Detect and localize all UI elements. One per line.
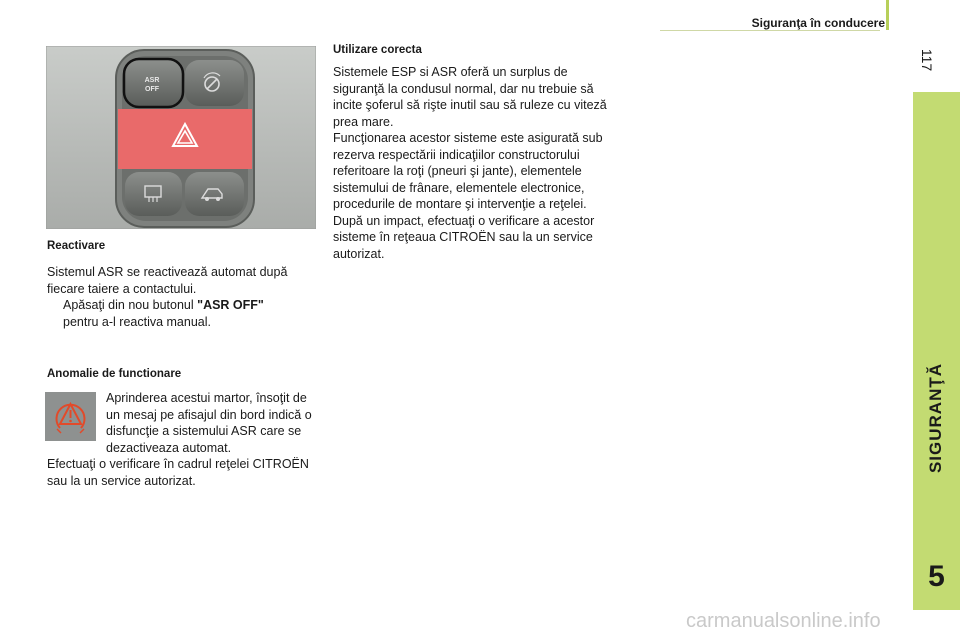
page-header-title: Siguranţa în conducere xyxy=(751,16,885,30)
bullet-text xyxy=(63,297,264,330)
switch-panel-illustration xyxy=(46,46,316,229)
reactivare-heading: Reactivare xyxy=(47,240,106,252)
reactivare-paragraph: Sistemul ASR se reactivează automat după fiecare taiere a contactului. xyxy=(47,265,288,296)
asr-label-line2: OFF xyxy=(145,86,159,93)
hazard-band xyxy=(118,109,252,169)
asr-label-line1: ASR xyxy=(144,77,160,84)
anomalie-indented-text: Aprinderea acestui martor, însoţit de un mesaj pe afisajul din bord indică o disfuncţie a sistemului ASR care se dezactiveaza automat. xyxy=(106,391,312,455)
anomalie-heading: Anomalie de functionare xyxy=(47,368,182,380)
bullet-arrow-icon xyxy=(47,297,63,330)
header-accent-bar xyxy=(886,0,889,30)
utilizare-paragraph-3: După un impact, efectuaţi o verificare a acestor sisteme în reţeaua CITROËN sau la un service autorizat. xyxy=(333,213,595,261)
dashboard-switch-photo xyxy=(46,46,316,229)
utilizare-body xyxy=(333,64,608,262)
service-warning-icon xyxy=(45,392,96,441)
chapter-number: 5 xyxy=(928,560,945,593)
page-number: 117 xyxy=(919,48,935,72)
section-label: SIGURANŢĂ xyxy=(926,362,945,474)
bullet-suffix: pentru a-l reactiva manual. xyxy=(63,314,211,329)
utilizare-paragraph-2: Funcţionarea acestor sisteme este asigurată sub rezerva respectării indicaţiilor constructorului referitoare la roţi (pneuri şi jante), elementele sistemului de frânare, elementele electronice, procedurile de montare şi intervenţie a reţelei. xyxy=(333,131,603,211)
header-divider xyxy=(660,30,880,31)
utilizare-paragraph-1: Sistemele ESP si ASR oferă un surplus de siguranţă la condusul normal, dar nu trebuie să incite şoferul să rişte inutil sau să ruleze cu viteză prea mare. xyxy=(333,65,607,129)
watermark: carmanualsonline.info xyxy=(686,610,881,632)
utilizare-heading: Utilizare corecta xyxy=(333,44,422,56)
reactivare-body xyxy=(47,264,317,330)
anomalie-tail-text: Efectuaţi o verificare în cadrul reţelei CITROËN sau la un service autorizat. xyxy=(47,457,309,488)
reactivare-bullet xyxy=(47,297,317,330)
bullet-prefix: Apăsaţi din nou butonul xyxy=(63,298,198,312)
asr-off-button-name: "ASR OFF" xyxy=(197,298,264,312)
section-tab xyxy=(913,92,960,560)
